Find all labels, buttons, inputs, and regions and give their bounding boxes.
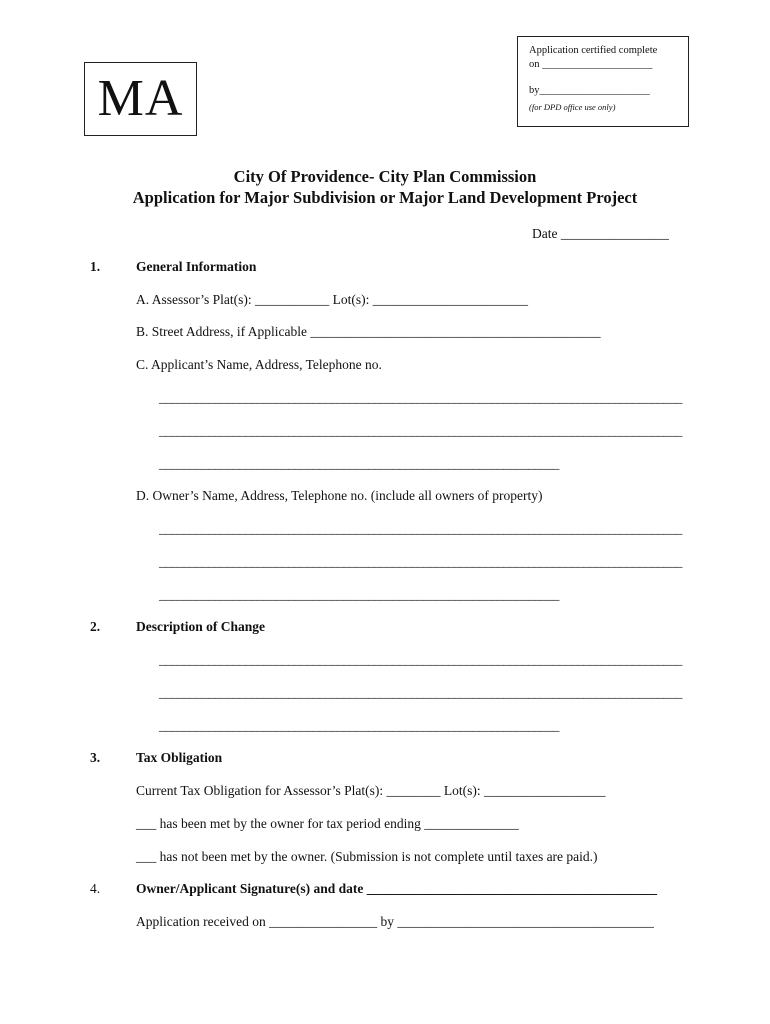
applicant-info-label: C. Applicant’s Name, Address, Telephone no. [136,357,382,372]
description-line-2[interactable]: _____________________________________________________________________________________ [159,685,682,700]
document-title: City Of Providence- City Plan Commission [233,167,537,186]
owner-info-line-3[interactable]: _________________________________________________________________ [159,587,559,602]
assessors-plat-lot-field[interactable]: A. Assessor’s Plat(s): ___________ Lot(s): _______________________ [136,292,529,307]
office-use-box [517,36,689,127]
certified-on-field[interactable]: on _____________________ [529,59,653,70]
signature-date-field[interactable]: Owner/Applicant Signature(s) and date ___________________________________________ [136,881,658,896]
application-received-field[interactable]: Application received on ________________ by ______________________________________ [136,914,654,929]
description-line-1[interactable]: _____________________________________________________________________________________ [159,652,682,667]
section-3-number: 3. [90,750,101,765]
section-3-heading: Tax Obligation [136,750,223,765]
office-use-note: (for DPD office use only) [529,102,616,112]
section-1-heading: General Information [136,259,257,274]
street-address-field[interactable]: B. Street Address, if Applicable ___________________________________________ [136,324,601,339]
certified-by-field[interactable]: by_____________________ [529,85,650,96]
applicant-info-line-1[interactable]: _____________________________________________________________________________________ [159,390,682,405]
owner-info-line-1[interactable]: _____________________________________________________________________________________ [159,521,682,536]
tax-not-met-field[interactable]: ___ has not been met by the owner. (Submission is not complete until taxes are paid.) [136,849,598,864]
section-2-number: 2. [90,619,101,634]
description-line-3[interactable]: _________________________________________________________________ [159,718,559,733]
certified-complete-label: Application certified complete [529,45,658,56]
document-logo: MA [84,62,197,136]
applicant-info-line-2[interactable]: _____________________________________________________________________________________ [159,423,682,438]
spacer [529,72,688,84]
document-subtitle: Application for Major Subdivision or Major Land Development Project [132,188,638,207]
owner-info-label: D. Owner’s Name, Address, Telephone no. (include all owners of property) [136,488,543,503]
applicant-info-line-3[interactable]: _________________________________________________________________ [159,456,559,471]
section-2-heading: Description of Change [136,619,265,634]
section-1-number: 1. [90,259,101,274]
tax-met-field[interactable]: ___ has been met by the owner for tax period ending ______________ [136,816,519,831]
section-4-number: 4. [90,881,101,896]
owner-info-line-2[interactable]: _____________________________________________________________________________________ [159,554,682,569]
date-field[interactable]: Date ________________ [532,226,669,241]
tax-obligation-plat-lot-field[interactable]: Current Tax Obligation for Assessor’s Plat(s): ________ Lot(s): __________________ [136,783,606,798]
